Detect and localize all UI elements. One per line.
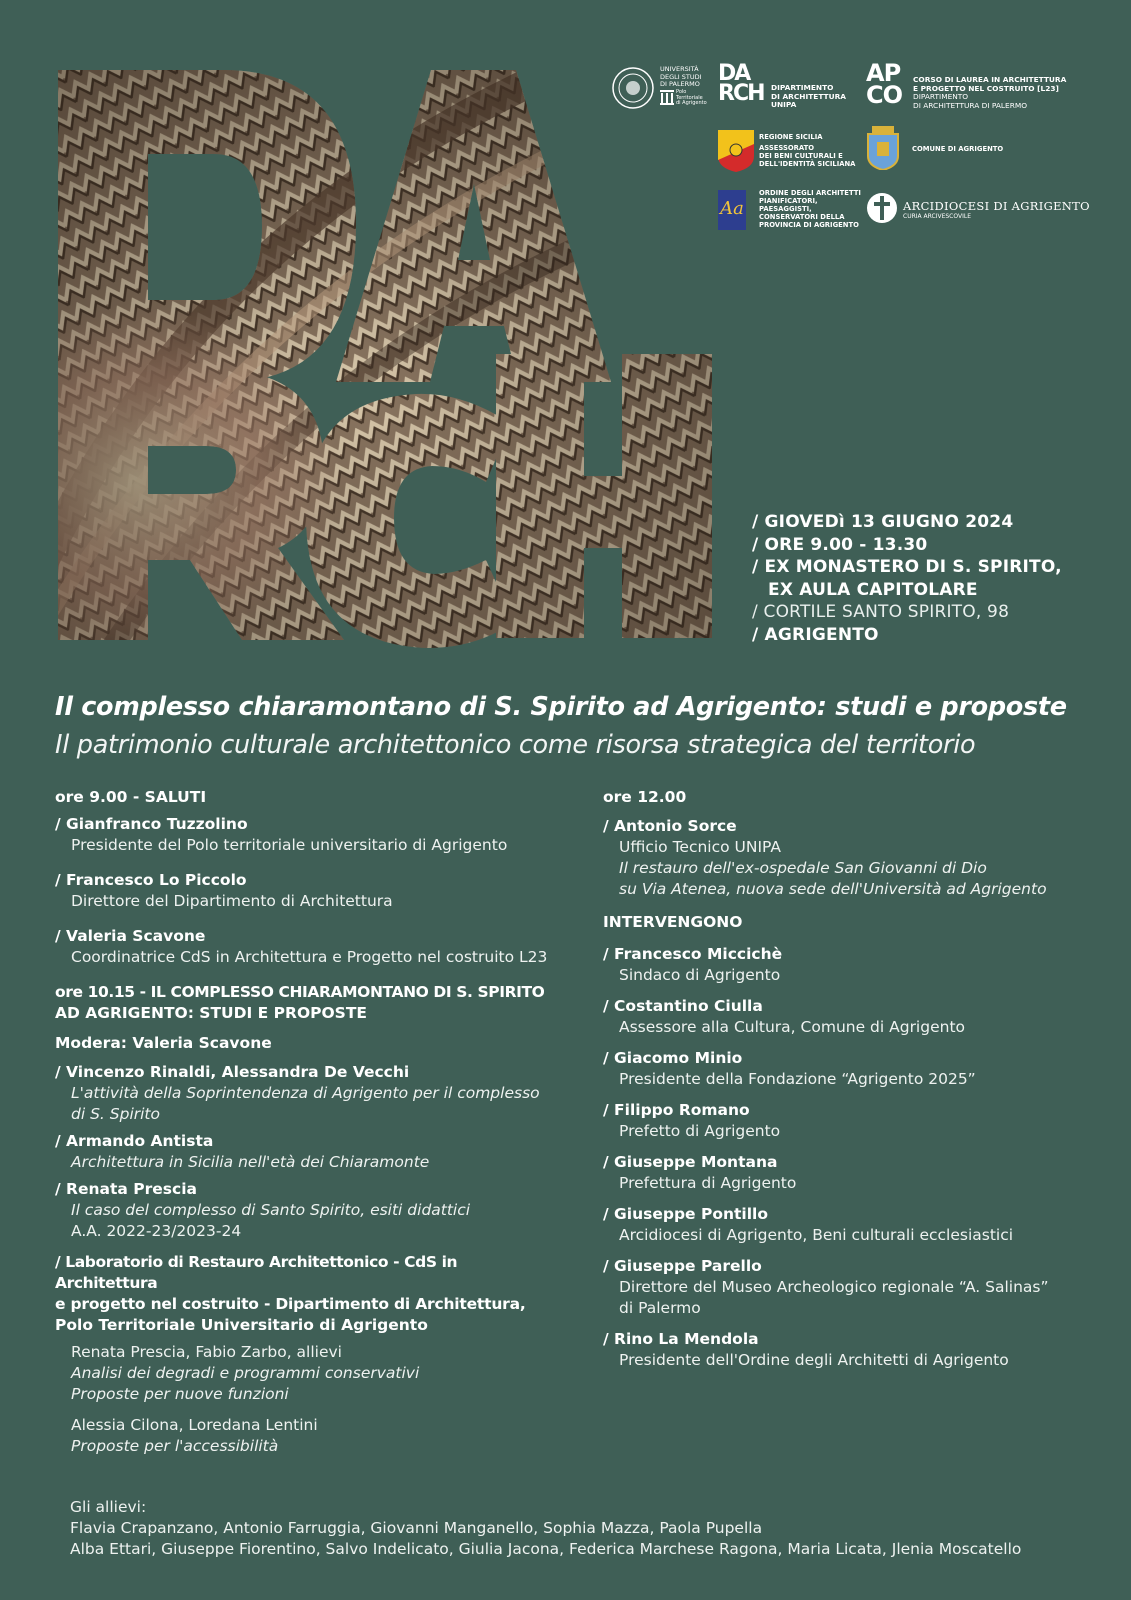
ordine-line3: PAESAGGISTI, [759, 204, 812, 213]
speaker-name: / Filippo Romano [603, 1101, 750, 1119]
ordine-line4: CONSERVATORI DELLA [759, 212, 845, 221]
talk-title: Il restauro dell'ex-ospedale San Giovanni di Dio [619, 859, 987, 877]
speaker-name: / Costantino Ciulla [603, 997, 763, 1015]
session-heading-2: AD AGRIGENTO: STUDI E PROPOSTE [55, 1004, 367, 1022]
unipa-line1: UNIVERSITÀ [660, 65, 699, 73]
regione-line1: REGIONE SICILIA [759, 133, 823, 141]
speaker-role-2: di Palermo [619, 1299, 701, 1317]
lab-title: / Laboratorio di Restauro Architettonico - CdS in Architettura [55, 1253, 458, 1292]
event-venue: / EX MONASTERO DI S. SPIRITO, [752, 557, 1062, 577]
regione-line2: ASSESSORATO [759, 144, 815, 152]
students-heading: Gli allievi: [70, 1498, 147, 1516]
polo-line1: Polo [676, 89, 687, 95]
program-right-column [603, 787, 1103, 1385]
speaker-name: / Gianfranco Tuzzolino [55, 815, 248, 833]
speaker-name: / Rino La Mendola [603, 1330, 759, 1348]
event-info [752, 511, 1062, 646]
group-topic: Proposte per l'accessibilità [71, 1437, 279, 1455]
darch-line2: DI ARCHITETTURA [771, 91, 846, 101]
regione-crest-icon [718, 130, 754, 172]
group-topic: Analisi dei degradi e programmi conservativi [71, 1364, 420, 1382]
group-names: Renata Prescia, Fabio Zarbo, allievi [71, 1343, 342, 1361]
session-heading: ore 10.15 - IL COMPLESSO CHIARAMONTANO DI S. SPIRITO [55, 983, 545, 1001]
polo-line3: di Agrigento [676, 100, 707, 107]
ordine-mark-icon: Aa [718, 190, 746, 230]
darch-mark-icon: DA RCH [718, 61, 764, 106]
regione-line4: DELL'IDENTITÀ SICILIANA [759, 160, 856, 168]
apco-line4: DI ARCHITETTURA DI PALERMO [913, 100, 1028, 110]
speaker-role: Assessore alla Cultura, Comune di Agrigento [619, 1018, 966, 1036]
speaker-role: Presidente dell'Ordine degli Architetti di Agrigento [619, 1351, 1009, 1369]
talk-title: L'attività della Soprintendenza di Agrigento per il complesso [71, 1084, 540, 1102]
speaker-role: Direttore del Museo Archeologico regionale “A. Salinas” [619, 1278, 1049, 1296]
saluti-heading: ore 9.00 - SALUTI [55, 788, 207, 806]
polo-line2: Territoriale [676, 94, 703, 101]
speaker-role: Coordinatrice CdS in Architettura e Progetto nel costruito L23 [71, 948, 548, 966]
program-left-column [55, 787, 555, 1457]
noon-heading: ore 12.00 [603, 788, 687, 806]
speaker-name: / Francesco Lo Piccolo [55, 871, 247, 889]
speaker-name: / Valeria Scavone [55, 927, 206, 945]
apco-line1: CORSO DI LAUREA IN ARCHITETTURA [913, 75, 1067, 84]
talk-title: Architettura in Sicilia nell'età dei Chiaramonte [71, 1153, 430, 1171]
arcidiocesi-line1: ARCIDIOCESI DI AGRIGENTO [903, 199, 1090, 213]
ordine-line2: PIANIFICATORI, [759, 196, 818, 205]
speaker-name: / Giuseppe Pontillo [603, 1205, 769, 1223]
main-title: Il complesso chiaramontano di S. Spirito ad Agrigento: studi e proposte [55, 692, 1067, 722]
lab-title-3: Polo Territoriale Universitario di Agrigento [55, 1316, 428, 1334]
speaker-name: / Armando Antista [55, 1132, 214, 1150]
speaker-name: / Giuseppe Parello [603, 1257, 762, 1275]
event-venue-2: EX AULA CAPITOLARE [768, 579, 978, 600]
apco-line3: DIPARTIMENTO [913, 92, 969, 102]
apco-mark-icon: AP CO [866, 59, 903, 109]
darch-line1: DIPARTIMENTO [771, 83, 834, 92]
darch-line3: UNIPA [771, 100, 797, 110]
ordine-line5: PROVINCIA DI AGRIGENTO [759, 220, 859, 229]
speaker-role: Prefettura di Agrigento [619, 1174, 797, 1192]
lab-title-2: e progetto nel costruito - Dipartimento di Architettura, [55, 1295, 526, 1313]
speaker-role: Presidente del Polo territoriale universitario di Agrigento [71, 836, 508, 854]
event-city: / AGRIGENTO [752, 624, 879, 645]
group-names: Alessia Cilona, Loredana Lentini [71, 1416, 318, 1434]
students-line: Flavia Crapanzano, Antonio Farruggia, Giovanni Manganello, Sophia Mazza, Paola Pupella [70, 1519, 763, 1537]
talk-title-2: A.A. 2022-23/2023-24 [71, 1222, 242, 1240]
arcidiocesi-line2: CURIA ARCIVESCOVILE [903, 213, 971, 220]
speaker-name: / Francesco Miccichè [603, 945, 783, 963]
students-line-2: Alba Ettari, Giuseppe Fiorentino, Salvo Indelicato, Giulia Jacona, Federica Marchese Ragona, Maria Licata, Jlenia Moscatello [70, 1540, 1022, 1558]
group-topic-2: Proposte per nuove funzioni [71, 1385, 289, 1403]
speaker-role: Ufficio Tecnico UNIPA [619, 838, 781, 856]
speaker-name: / Renata Prescia [55, 1180, 197, 1198]
speaker-name: / Giuseppe Montana [603, 1153, 778, 1171]
arcidiocesi-cross-icon [866, 190, 898, 226]
speaker-role: Presidente della Fondazione “Agrigento 2025” [619, 1070, 976, 1088]
event-time: / ORE 9.00 - 13.30 [752, 534, 928, 555]
darch-photo-lettering [56, 64, 736, 664]
speaker-role: Prefetto di Agrigento [619, 1122, 781, 1140]
talk-title-2: di S. Spirito [71, 1105, 160, 1123]
intervengono-heading: INTERVENGONO [603, 913, 743, 931]
speaker-name: / Antonio Sorce [603, 817, 737, 835]
columns-icon [660, 88, 674, 106]
moderator: Modera: Valeria Scavone [55, 1034, 272, 1052]
speaker-name: / Vincenzo Rinaldi, Alessandra De Vecchi [55, 1063, 410, 1081]
unipa-line3: DI PALERMO [660, 80, 700, 88]
students-list [70, 1497, 1021, 1560]
apco-line2: E PROGETTO NEL COSTRUITO [L23] [913, 83, 1059, 93]
comune-label: COMUNE DI AGRIGENTO [912, 145, 1004, 153]
speaker-role: Arcidiocesi di Agrigento, Beni culturali ecclesiastici [619, 1226, 1014, 1244]
talk-title: Il caso del complesso di Santo Spirito, esiti didattici [71, 1201, 471, 1219]
comune-crest-icon [866, 126, 900, 170]
unipa-line2: DEGLI STUDI [660, 72, 702, 81]
event-address: / CORTILE SANTO SPIRITO, 98 [752, 602, 1010, 622]
ordine-line1: ORDINE DEGLI ARCHITETTI [759, 189, 861, 197]
speaker-role: Sindaco di Agrigento [619, 966, 781, 984]
regione-line3: DEI BENI CULTURALI E [759, 152, 843, 160]
subtitle: Il patrimonio culturale architettonico come risorsa strategica del territorio [55, 730, 976, 760]
talk-title-2: su Via Atenea, nuova sede dell'Università ad Agrigento [619, 880, 1047, 898]
unipa-seal-icon [611, 66, 655, 110]
speaker-name: / Giacomo Minio [603, 1049, 743, 1067]
speaker-role: Direttore del Dipartimento di Architettura [71, 892, 393, 910]
event-date: / GIOVEDì 13 GIUGNO 2024 [752, 512, 1014, 532]
